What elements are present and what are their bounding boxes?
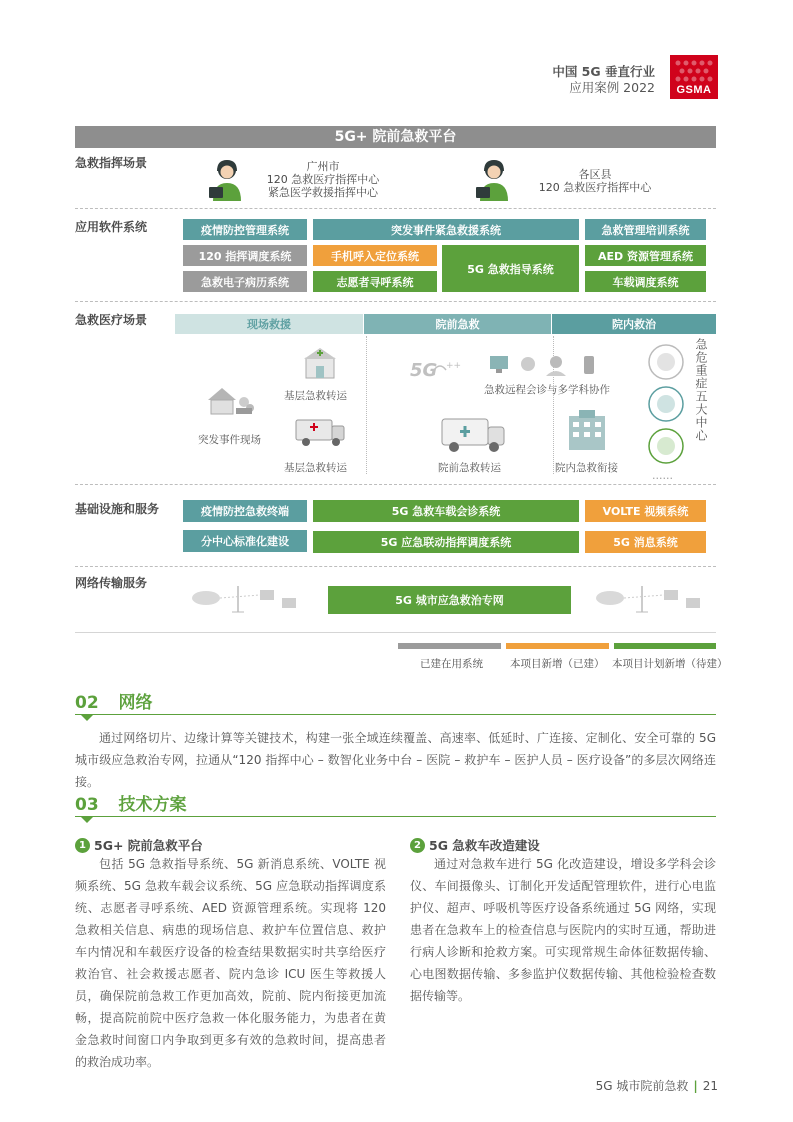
command-center-district <box>530 168 660 194</box>
section-number: 02 <box>75 693 99 713</box>
legend-bar-new-built <box>506 643 609 649</box>
box-5g-message: 5G 消息系统 <box>585 531 706 553</box>
box-phone-locate: 手机呼入定位系统 <box>313 245 437 266</box>
label-basic-transfer-1: 基层急救转运 <box>284 390 347 402</box>
number-badge: 2 <box>410 838 425 853</box>
subsection-body-2: 通过对急救车进行 5G 化改造建设，增设多学科会诊仪、车间摄像头、订制化开发适配管理软件，进行心电监护仪、超声、呼吸机等医疗设备系统通过 5G 网络，实现患者在急救车上的检查信息与医院内的实时互通，帮助进行病人诊断和抢救方案。可实现常规生命体征数据传输、心电图数据传输、多参监护仪数据传输、其他检验检查数据传输等。 <box>410 857 716 1003</box>
box-120-dispatch: 120 指挥调度系统 <box>183 245 307 266</box>
label-sudden-site: 突发事件现场 <box>198 434 261 446</box>
command-center-line: 广州市 <box>306 160 340 173</box>
legend-label-existing: 已建在用系统 <box>420 658 483 670</box>
command-center-line: 各区县 <box>578 168 612 181</box>
section-number: 03 <box>75 795 99 815</box>
box-sub-center: 分中心标准化建设 <box>183 530 307 552</box>
operator-icon <box>472 157 516 201</box>
subsection-body-1: 包括 5G 急救指导系统、5G 新消息系统、VOLTE 视频系统、5G 急救车载会议系统、5G 应急联动指挥调度系统、志愿者寻呼系统、AED 资源管理系统。实现将 120 急救相关信息、病患的现场信息、救护车位置信息、救护车内情况和车载医疗设备的检查结果数据实时共享给医疗救治官、社会救援志愿者、院内急诊 ICU 医生等救援人员，确保院前急救工作更加高效，院前、院内衔接更加流畅，提高院前院中医疗急救一体化服务能力，为患者在黄金急救时间窗口内争取到更多有效的急救时间，提高患者的救治成功率。 <box>75 857 386 1069</box>
fiveg-mark: 5G <box>410 360 438 381</box>
divider <box>75 484 716 485</box>
label-five-centers: 急危重症五大中心 <box>694 338 708 442</box>
label-basic-transfer-2: 基层急救转运 <box>284 462 347 474</box>
network-topology-left-icon <box>190 582 300 616</box>
command-center-line: 120 急救医疗指挥中心 <box>266 173 380 186</box>
ambulance-icon <box>294 414 348 448</box>
diagram-bottom-line <box>75 632 716 633</box>
command-center-line: 紧急医学救援指挥中心 <box>268 186 378 199</box>
accident-scene-icon <box>204 384 256 418</box>
section-rule <box>75 816 716 817</box>
box-volunteer-paging: 志愿者寻呼系统 <box>313 271 437 292</box>
diagram-title: 5G+ 院前急救平台 <box>75 126 716 148</box>
subsection-title: 5G 急救车改造建设 <box>429 838 540 853</box>
command-center-line: 120 急救医疗指挥中心 <box>538 181 652 194</box>
operator-icon <box>205 157 249 201</box>
section-label-command: 急救指挥场景 <box>75 156 148 170</box>
section2-body: 通过网络切片、边缘计算等关键技术，构建一张全域连续覆盖、高速率、低延时、广连接、定制化、安全可靠的 5G 城市级应急救治专网，拉通从“120 指挥中心 – 数智化业务中台 – 医院 – 救护车 – 医护人员 – 医疗设备”的多层次网络连接。 <box>75 731 716 789</box>
phase-inhospital: 院内救治 <box>552 314 716 334</box>
divider <box>75 566 716 567</box>
command-center-guangzhou <box>258 160 388 199</box>
section-heading-02 <box>75 688 153 713</box>
header-title <box>552 64 655 96</box>
footer-title: 5G 城市院前急救 <box>595 1079 689 1093</box>
ambulance-icon <box>440 415 508 455</box>
subsection-heading-2 <box>410 836 540 854</box>
box-vehicle-dispatch: 车载调度系统 <box>585 271 706 292</box>
section-label-infra: 基础设施和服务 <box>75 502 160 516</box>
number-badge: 1 <box>75 838 90 853</box>
header-line2: 应用案例 2022 <box>569 80 655 95</box>
label-remote-consult: 急救远程会诊与多学科协作 <box>484 384 610 396</box>
box-5g-guidance: 5G 急救指导系统 <box>442 245 579 292</box>
label-inhospital-link: 院内急救衔接 <box>555 462 618 474</box>
box-aed: AED 资源管理系统 <box>585 245 706 266</box>
legend-bar-planned <box>614 643 716 649</box>
section-title: 网络 <box>118 693 153 713</box>
section-title: 技术方案 <box>118 795 187 815</box>
phase-separator <box>366 336 367 474</box>
remote-consult-devices-icon <box>488 352 608 380</box>
box-ambulance-consult: 5G 急救车载会诊系统 <box>313 500 579 522</box>
page-number: 21 <box>702 1079 718 1093</box>
label-prehospital-transfer: 院前急救转运 <box>438 462 501 474</box>
section-label-network: 网络传输服务 <box>75 576 148 590</box>
box-volte-video: VOLTE 视频系统 <box>585 500 706 522</box>
legend-label-new-built: 本项目新增（已建） <box>510 658 605 670</box>
section-heading-03 <box>75 790 187 815</box>
box-emergency-dispatch: 5G 应急联动指挥调度系统 <box>313 531 579 553</box>
phase-prehospital: 院前急救 <box>364 314 551 334</box>
box-5g-private-network: 5G 城市应急救治专网 <box>328 586 571 614</box>
rule-notch-icon <box>80 816 94 824</box>
network-topology-right-icon <box>594 582 704 616</box>
signal-plus-icon <box>432 360 462 374</box>
divider <box>75 208 716 209</box>
clinic-icon <box>300 346 340 382</box>
section-rule <box>75 714 716 715</box>
gsma-logo-pattern-icon <box>672 57 716 85</box>
ellipsis: …… <box>652 470 673 482</box>
center-emblems-icon <box>646 342 686 466</box>
page-footer <box>596 1077 718 1094</box>
section-label-software: 应用软件系统 <box>75 220 148 234</box>
box-sudden-event: 突发事件紧急救援系统 <box>313 219 579 240</box>
subsection-heading-1 <box>75 836 203 854</box>
footer-separator: | <box>693 1079 698 1093</box>
box-epidemic-terminal: 疫情防控急救终端 <box>183 500 307 522</box>
box-epidemic-management: 疫情防控管理系统 <box>183 219 307 240</box>
legend-bar-existing <box>398 643 501 649</box>
phase-onsite: 现场救援 <box>175 314 363 334</box>
gsma-logo-text: GSMA <box>676 84 712 96</box>
header-line1: 中国 5G 垂直行业 <box>552 64 655 79</box>
box-emr: 急救电子病历系统 <box>183 271 307 292</box>
rule-notch-icon <box>80 714 94 722</box>
divider <box>75 301 716 302</box>
section-label-medical: 急救医疗场景 <box>75 313 148 327</box>
box-training: 急救管理培训系统 <box>585 219 706 240</box>
svg-text:++: ++ <box>446 361 462 371</box>
legend-label-planned: 本项目计划新增（待建） <box>612 658 728 670</box>
hospital-icon <box>565 408 609 452</box>
subsection-title: 5G+ 院前急救平台 <box>94 838 203 853</box>
